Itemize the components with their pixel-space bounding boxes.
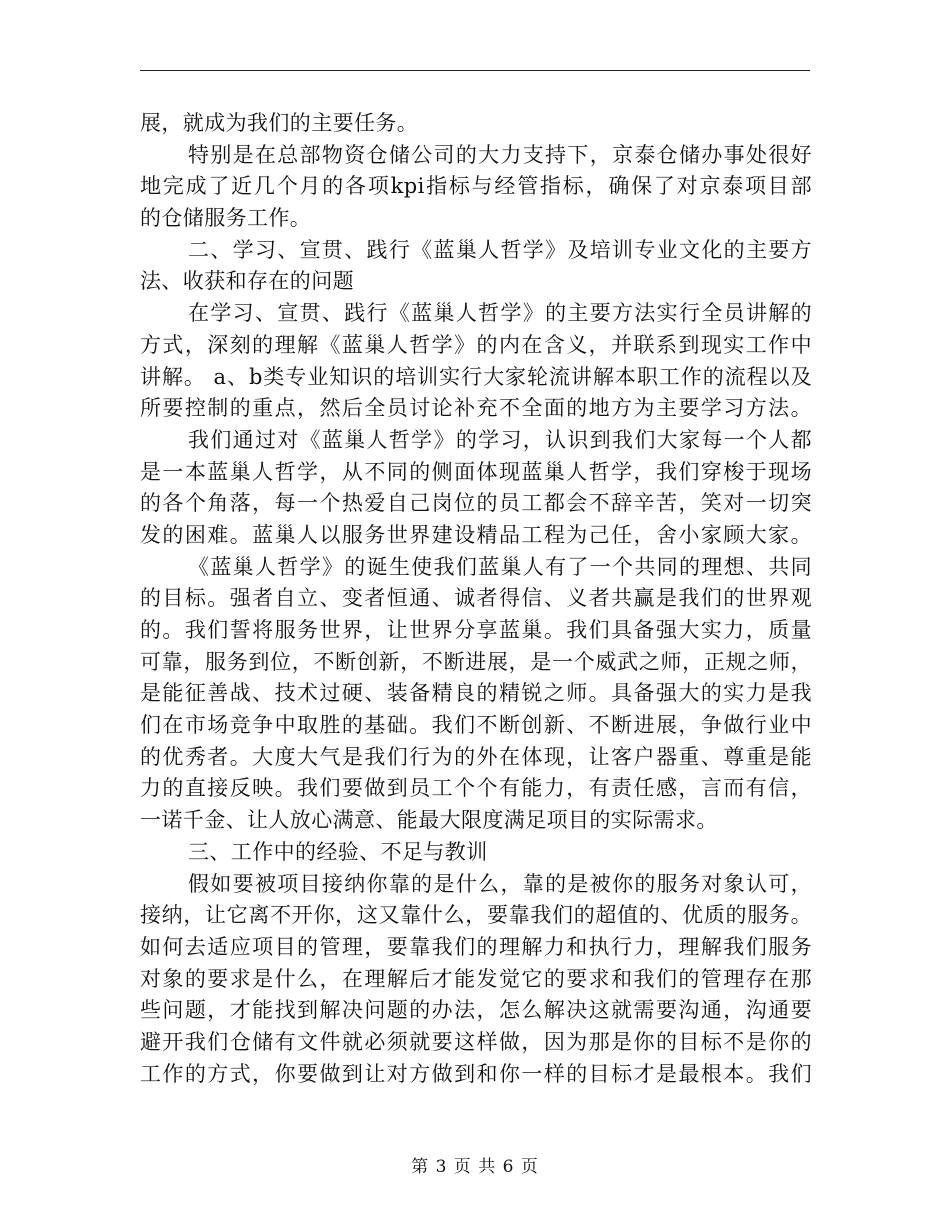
text-line: 一诺千金、让人放心满意、能最大限度满足项目的实际需求。 bbox=[140, 808, 718, 833]
text-line: 的仓储服务工作。 bbox=[140, 206, 312, 231]
text-line: 方式，深刻的理解《蓝巢人哲学》的内在含义，并联系到现实工作中 bbox=[140, 332, 812, 357]
text-line: 的。我们誓将服务世界，让世界分享蓝巢。我们具备强大实力，质量 bbox=[140, 618, 812, 642]
text-line: 地完成了近几个月的各项kpi指标与经管指标，确保了对京泰项目部 bbox=[140, 174, 812, 199]
text-line: 接纳，让它离不开你，这又靠什么，要靠我们的超值的、优质的服务。 bbox=[140, 903, 812, 928]
text-line: 的各个角落，每一个热爱自己岗位的员工都会不辞辛苦，笑对一切突 bbox=[140, 491, 812, 516]
text-line: 三、工作中的经验、不足与教训 bbox=[188, 839, 488, 864]
text-line: 的目标。强者自立、变者恒通、诚者得信、义者共赢是我们的世界观 bbox=[140, 586, 812, 611]
text-line: 可靠，服务到位，不断创新，不断进展，是一个威武之师，正规之师， bbox=[140, 649, 812, 674]
text-line: 是能征善战、技术过硬、装备精良的精锐之师。具备强大的实力是我 bbox=[140, 681, 812, 706]
text-line: 的优秀者。大度大气是我们行为的外在体现，让客户器重、尊重是能 bbox=[140, 744, 812, 769]
header-rule bbox=[140, 70, 810, 71]
text-line: 是一本蓝巢人哲学，从不同的侧面体现蓝巢人哲学，我们穿梭于现场 bbox=[140, 459, 812, 484]
text-line: 些问题，才能找到解决问题的办法，怎么解决这就需要沟通，沟通要 bbox=[140, 998, 812, 1023]
text-line: 讲解。 a、b类专业知识的培训实行大家轮流讲解本职工作的流程以及 bbox=[140, 364, 812, 389]
text-line: 力的直接反映。我们要做到员工个个有能力，有责任感，言而有信， bbox=[140, 776, 812, 801]
text-line: 避开我们仓储有文件就必须就要这样做，因为那是你的目标不是你的 bbox=[140, 1029, 812, 1054]
text-line: 如何去适应项目的管理，要靠我们的理解力和执行力，理解我们服务 bbox=[140, 934, 812, 959]
text-line: 所要控制的重点，然后全员讨论补充不全面的地方为主要学习方法。 bbox=[140, 396, 812, 421]
text-line: 假如要被项目接纳你靠的是什么，靠的是被你的服务对象认可， bbox=[188, 871, 812, 896]
text-line: 发的困难。蓝巢人以服务世界建设精品工程为己任，舍小家顾大家。 bbox=[140, 522, 812, 547]
text-line: 我们通过对《蓝巢人哲学》的学习，认识到我们大家每一个人都 bbox=[188, 427, 812, 452]
text-line: 二、学习、宣贯、践行《蓝巢人哲学》及培训专业文化的主要方 bbox=[188, 237, 812, 262]
text-line: 展，就成为我们的主要任务。 bbox=[140, 111, 419, 135]
text-line: 特别是在总部物资仓储公司的大力支持下，京泰仓储办事处很好 bbox=[188, 142, 812, 167]
document-body bbox=[140, 108, 812, 1090]
text-line: 对象的要求是什么，在理解后才能发觉它的要求和我们的管理存在那 bbox=[140, 966, 812, 991]
text-line: 工作的方式，你要做到让对方做到和你一样的目标才是最根本。我们 bbox=[140, 1061, 812, 1086]
page-number: 第 3 页 共 6 页 bbox=[411, 1157, 539, 1177]
text-line: 法、收获和存在的问题 bbox=[140, 269, 354, 294]
text-line: 们在市场竞争中取胜的基础。我们不断创新、不断进展，争做行业中 bbox=[140, 713, 812, 738]
text-line: 在学习、宣贯、践行《蓝巢人哲学》的主要方法实行全员讲解的 bbox=[188, 301, 812, 326]
text-line: 《蓝巢人哲学》的诞生使我们蓝巢人有了一个共同的理想、共同 bbox=[188, 554, 812, 579]
